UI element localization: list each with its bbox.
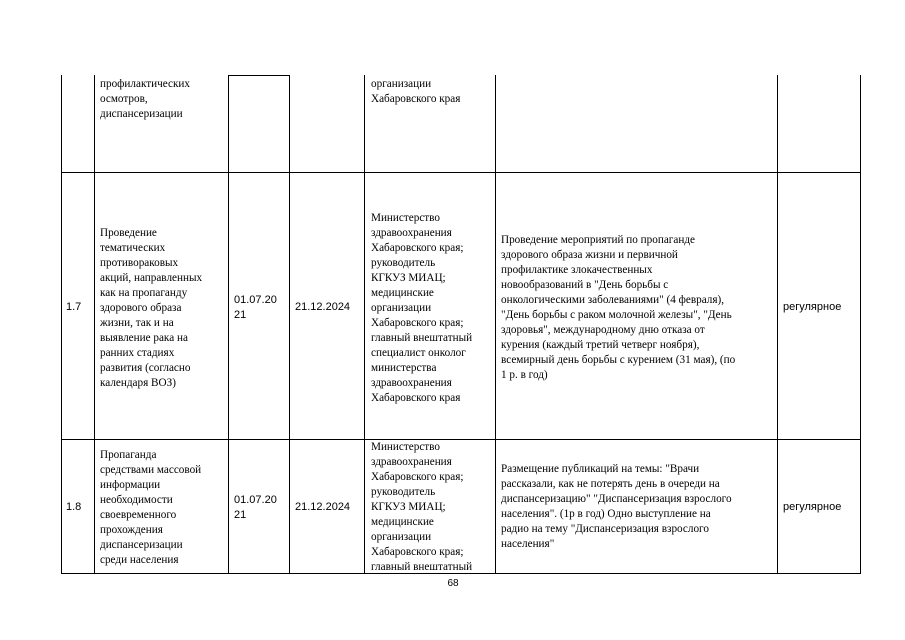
description-cell: Проведение мероприятий по пропаганде здорового образа жизни и первичной профилактике злокачественных новообразований в "День борьбы с онкологическими заболеваниями" (4 февраля), "День борьбы с раком молочной железы", "День здоровья", международному дню отказа от курения (каждый третий четверг ноября), всемирный день борьбы с курением (31 мая), (по 1 р. в год)	[501, 234, 736, 381]
end-date-cell: 21.12.2024	[295, 301, 351, 313]
executor-cell: организации Хабаровского края	[371, 78, 461, 105]
measure-name-cell: профилактических осмотров, диспансеризации	[100, 78, 190, 120]
executor-cell: Министерство здравоохранения Хабаровского края; руководитель КГКУЗ МИАЦ; медицинские организации Хабаровского края; главный внештатный специалист онколог министерства здравоохранения Хабаровского края	[371, 212, 473, 404]
periodicity-cell: регулярное	[783, 301, 842, 313]
row-number-cell: 1.7	[66, 301, 82, 313]
row-number-cell: 1.8	[66, 501, 82, 513]
description-cell: Размещение публикаций на темы: "Врачи рассказали, как не потерять день в очереди на диспансеризацию" "Диспансеризация взрослого населения". (1р в год) Одно выступление на радио на тему "Диспансеризация взрослого населения"	[501, 463, 732, 550]
periodicity-cell: регулярное	[783, 501, 842, 513]
executor-cell: Министерство здравоохранения Хабаровского края; руководитель КГКУЗ МИАЦ; медицинские организации Хабаровского края; главный внештатный	[371, 441, 473, 573]
end-date-cell: 21.12.2024	[295, 501, 351, 513]
start-date-cell: 01.07.20 21	[234, 494, 277, 521]
table-border	[61, 172, 861, 173]
table-border	[289, 75, 290, 574]
table-border	[777, 75, 778, 574]
measure-name-cell: Пропаганда средствами массовой информации необходимости своевременного прохождения диспансеризации среди населения	[100, 449, 202, 566]
page-number: 68	[447, 578, 459, 589]
table-border	[94, 75, 95, 574]
table-border	[860, 75, 861, 574]
table-border	[61, 75, 62, 574]
table-border	[228, 75, 229, 574]
table-border	[495, 75, 496, 574]
measure-name-cell: Проведение тематических противораковых акций, направленных как на пропаганду здорового образа жизни, так и на выявление рака на ранних стадиях развития (согласно календаря ВОЗ)	[100, 227, 203, 389]
table-border	[228, 75, 290, 76]
table-border	[364, 75, 365, 574]
start-date-cell: 01.07.20 21	[234, 294, 277, 321]
